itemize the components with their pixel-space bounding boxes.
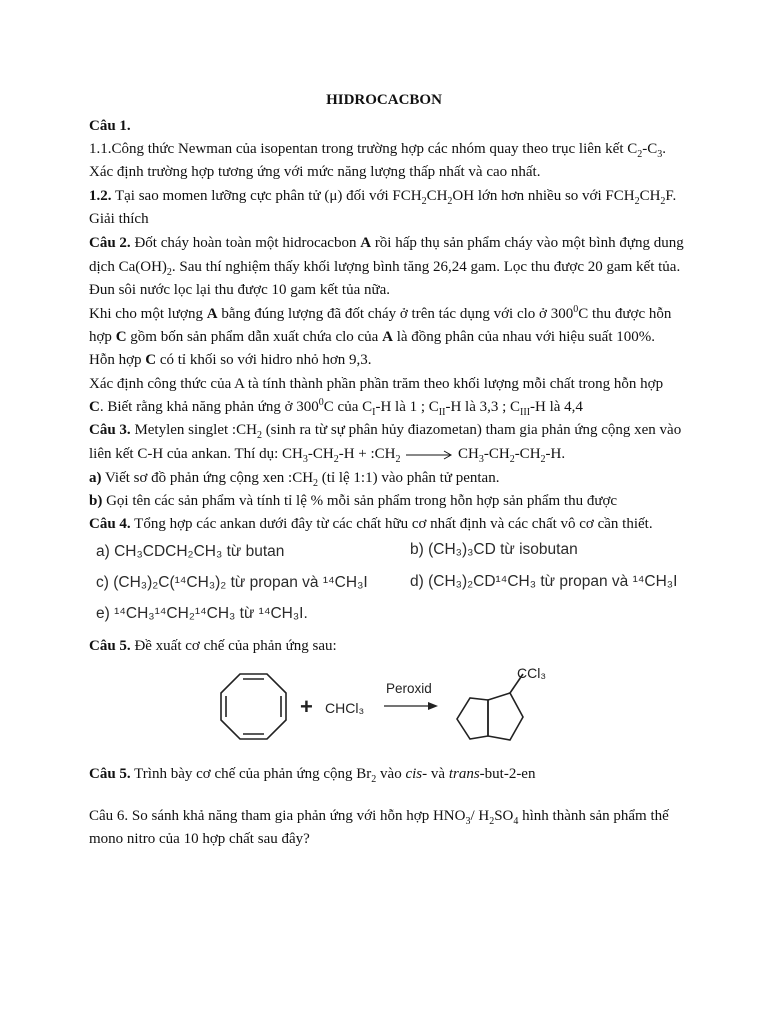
- q4-item-d: d) (CH₃)₂CD¹⁴CH₃ từ propan và ¹⁴CH₃I: [410, 573, 678, 590]
- peroxid-label: Peroxid: [386, 681, 432, 696]
- reaction-scheme: [0, 662, 768, 762]
- q3-b: b) Gọi tên các sản phẩm và tính tỉ lệ % mỗi sản phẩm trong hỗn hợp sản phẩm thu được: [89, 493, 618, 509]
- q1-1-line1: 1.1.Công thức Newman của isopentan trong trường hợp các nhóm quay theo trục liên kết $C_2-C_3$.: [89, 141, 666, 160]
- q1-1-line2: Xác định trường hợp tương ứng với mức năng lượng thấp nhất và cao nhất.: [89, 164, 541, 180]
- q4-item-a: a) CH₃CDCH₂CH₃ từ butan: [96, 543, 285, 560]
- q2-line3: Đun sôi nước lọc lại thu được 10 gam kết tủa nữa.: [89, 282, 391, 298]
- bicyclooctane-product-icon: [457, 674, 523, 740]
- reaction-arrow-icon: [384, 702, 438, 710]
- q4-item-c: c) (CH₃)₂C(¹⁴CH₃)₂ từ propan và ¹⁴CH₃I: [96, 574, 368, 591]
- q3-line1: Câu 3. Metylen singlet $:CH_2$ (sinh ra từ sự phân hủy điazometan) tham gia phản ứng cộng xen vào: [89, 422, 682, 441]
- q2-line1: Câu 2. Đốt cháy hoàn toàn một hidrocacbon A rồi hấp thụ sản phẩm cháy vào một bình đựng dung: [89, 235, 684, 251]
- q2-line2: dịch $Ca(OH)_2$. Sau thí nghiệm thấy khối lượng bình tăng 26,24 gam. Lọc thu được 20 gam kết tủa.: [89, 259, 681, 278]
- q2-line8: C. Biết rằng khả năng phản ứng ở $300^0C$ của $C_I-H$ là 1 ; $C_{II}-H$ là 3,3 ; $C_{III}-H$ là 4,4: [89, 397, 583, 418]
- reaction-arrow-icon: [404, 450, 454, 460]
- q3-a: a) Viết sơ đồ phản ứng cộng xen $:CH_2$ (tỉ lệ 1:1) vào phân tử pentan.: [89, 470, 500, 489]
- q5b-line: Câu 5. Trình bày cơ chế của phản ứng cộng $Br_2$ vào cis- và trans-but-2-en: [89, 766, 536, 785]
- q2-line5: hợp C gồm bốn sản phẩm dẫn xuất chứa clo của A là đồng phân của nhau với hiệu suất 100%.: [89, 329, 655, 345]
- q1-2-line2: Giải thích: [89, 211, 149, 227]
- q6-line2: mono nitro của 10 hợp chất sau đây?: [89, 831, 310, 847]
- q5-line1: Câu 5. Đề xuất cơ chế của phản ứng sau:: [89, 638, 337, 654]
- document-title: HIDROCACBON: [326, 92, 442, 108]
- q4-item-b: b) (CH₃)₃CD từ isobutan: [410, 541, 578, 558]
- q6-line1: Câu 6. So sánh khả năng tham gia phản ứng với hỗn hợp $HNO_3/$ $H_2SO_4$ hình thành sản phẩm thế: [89, 808, 669, 827]
- cyclooctatetraene-icon: [221, 674, 286, 739]
- q2-line7: Xác định công thức của A tà tính thành phần phần trăm theo khối lượng mỗi chất trong hỗn hợp: [89, 376, 664, 392]
- q2-line4: Khi cho một lượng A bằng đúng lượng đã đốt cháy ở trên tác dụng với clo ở $300^0C$ thu được hỗn: [89, 304, 672, 322]
- q1-2-line1: 1.2. Tại sao momen lưỡng cực phân tử (μ) đối với $FCH_2CH_2OH$ lớn hơn nhiều so với $FCH_2CH_2F$.: [89, 188, 677, 207]
- q1-label: Câu 1.: [89, 118, 131, 134]
- plus-sign: +: [300, 694, 313, 719]
- q3-line2: liên kết C-H của ankan. Thí dụ: $CH_3-CH_2-H$ + $:CH_2$ $CH_3-CH_2-CH_2-H$.: [89, 446, 566, 465]
- chcl3-reagent: CHCl₃: [325, 700, 365, 716]
- ccl3-group: CCl₃: [517, 665, 547, 681]
- q4-line1: Câu 4. Tổng hợp các ankan dưới đây từ các chất hữu cơ nhất định và các chất vô cơ cần thiết.: [89, 516, 653, 532]
- q2-line6: Hỗn hợp C có tỉ khối so với hidro nhỏ hơn 9,3.: [89, 352, 372, 368]
- q4-item-e: e) ¹⁴CH₃¹⁴CH₂¹⁴CH₃ từ ¹⁴CH₃I.: [96, 605, 308, 622]
